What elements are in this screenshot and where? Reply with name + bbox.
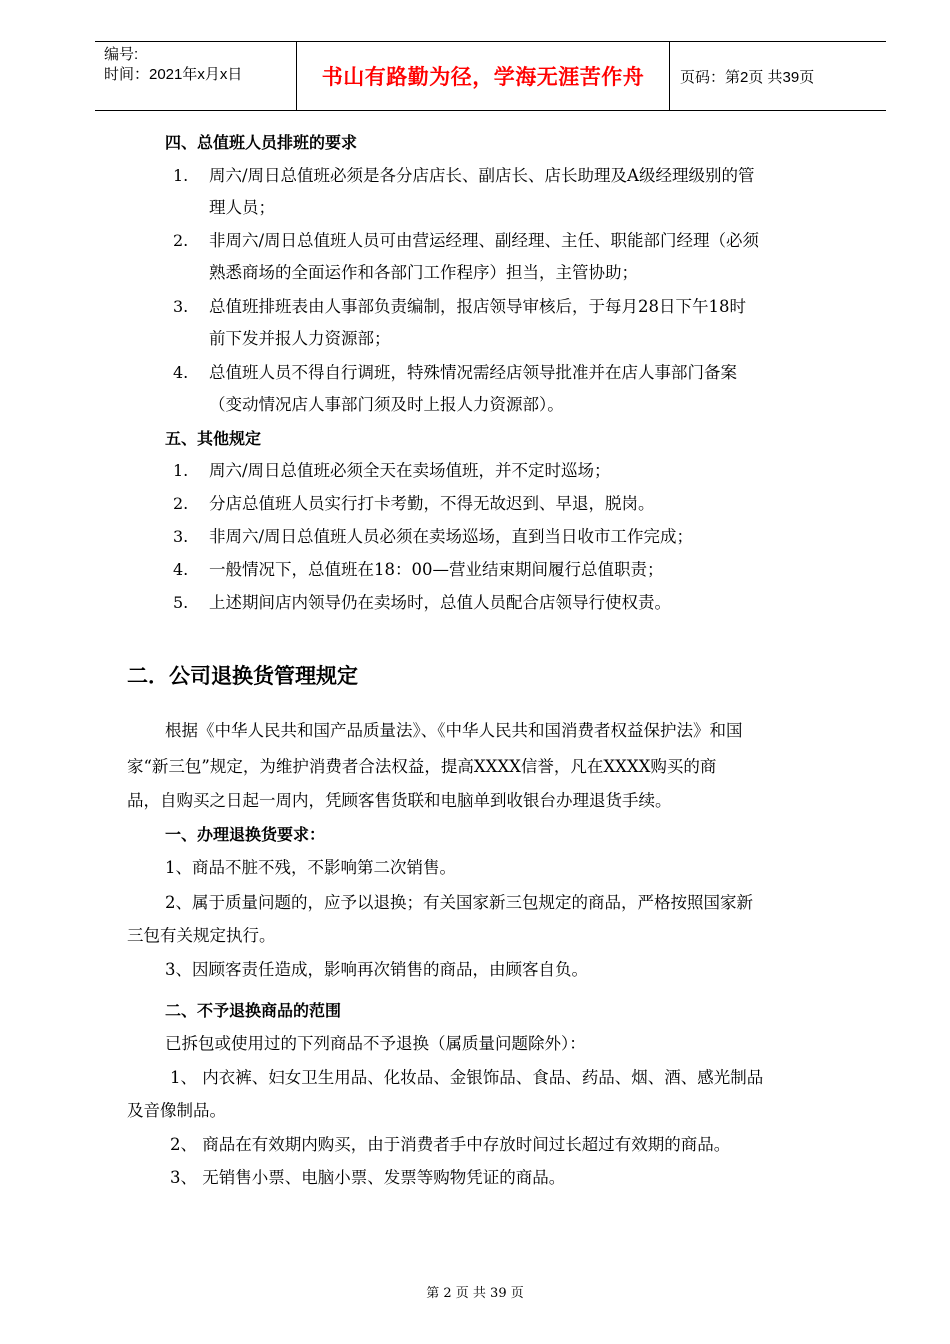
list-item-text: 周六/周日总值班必须全天在卖场值班，并不定时巡场；: [209, 461, 611, 480]
list-item-number: 3.: [173, 527, 189, 546]
chapter-2-title: 二．公司退换货管理规定: [127, 664, 358, 688]
list-item-text: 周六/周日总值班必须是各分店店长、副店长、店长助理及A级经理级别的管: [209, 166, 755, 185]
subsection-2-title: 二、不予退换商品的范围: [165, 1001, 342, 1020]
intro-line: 品，自购买之日起一周内，凭顾客售货联和电脑单到收银台办理退货手续。: [127, 791, 672, 810]
list-item-text: 上述期间店内领导仍在卖场时，总值人员配合店领导行使权责。: [209, 593, 671, 612]
intro-line: 根据《中华人民共和国产品质量法》、《中华人民共和国消费者权益保护法》和国: [165, 721, 743, 740]
list-item-text: 总值班人员不得自行调班，特殊情况需经店领导批准并在店人事部门备案: [209, 363, 737, 382]
list-item-number: 1.: [173, 461, 189, 480]
list-item-text: 非周六/周日总值班人员可由营运经理、副经理、主任、职能部门经理（必须: [209, 231, 760, 250]
requirement-item: 3、因顾客责任造成，影响再次销售的商品，由顾客自负。: [165, 960, 588, 979]
list-item-text: 分店总值班人员实行打卡考勤，不得无故迟到、早退，脱岗。: [209, 494, 655, 513]
header-page-info: 页码：第2页 共39页: [680, 68, 815, 86]
serial-label: 编号:: [104, 46, 139, 63]
header-motto: 书山有路勤为径，学海无涯苦作舟: [297, 42, 670, 110]
list-item-text: 非周六/周日总值班人员必须在卖场巡场，直到当日收市工作完成；: [209, 527, 694, 546]
section-5-title: 五、其他规定: [165, 429, 262, 448]
subsection-1-title: 一、办理退换货要求：: [165, 825, 326, 844]
requirement-item: 三包有关规定执行。: [127, 926, 276, 945]
requirement-item: 2、属于质量问题的，应予以退换；有关国家新三包规定的商品，严格按照国家新: [165, 893, 753, 912]
excluded-item: 及音像制品。: [127, 1101, 226, 1120]
list-item-number: 2.: [173, 231, 189, 250]
list-item-text: （变动情况店人事部门须及时上报人力资源部）。: [209, 395, 564, 414]
list-item-text: 理人员；: [209, 198, 275, 217]
requirement-item: 1、商品不脏不残，不影响第二次销售。: [165, 858, 456, 877]
time-label: 时间：2021年x月x日: [104, 66, 243, 83]
list-item-number: 4.: [173, 363, 189, 382]
section-4-title: 四、总值班人员排班的要求: [165, 133, 358, 152]
intro-line: 家“新三包”规定，为维护消费者合法权益，提高XXXX信誉，凡在XXXX购买的商: [127, 757, 717, 776]
list-item-text: 总值班排班表由人事部负责编制，报店领导审核后，于每月28日下午18时: [209, 297, 746, 316]
list-item-number: 5.: [173, 593, 189, 612]
list-item-text: 熟悉商场的全面运作和各部门工作程序）担当，主管协助；: [209, 263, 638, 282]
list-item-text: 一般情况下，总值班在18：00—营业结束期间履行总值职责；: [209, 560, 664, 579]
excluded-item: 1、 内衣裤、妇女卫生用品、化妆品、金银饰品、食品、药品、烟、酒、感光制品: [170, 1068, 764, 1087]
page-header: [95, 41, 886, 111]
list-item-number: 2.: [173, 494, 189, 513]
excluded-item: 3、 无销售小票、电脑小票、发票等购物凭证的商品。: [170, 1168, 566, 1187]
list-item-number: 1.: [173, 166, 189, 185]
header-meta: [95, 42, 297, 110]
list-item-text: 前下发并报人力资源部；: [209, 329, 391, 348]
list-item-number: 3.: [173, 297, 189, 316]
subsection-2-intro: 已拆包或使用过的下列商品不予退换（属质量问题除外）：: [165, 1034, 586, 1053]
excluded-item: 2、 商品在有效期内购买，由于消费者手中存放时间过长超过有效期的商品。: [170, 1135, 731, 1154]
page-footer: 第 2 页 共 39 页: [426, 1286, 524, 1301]
list-item-number: 4.: [173, 560, 189, 579]
